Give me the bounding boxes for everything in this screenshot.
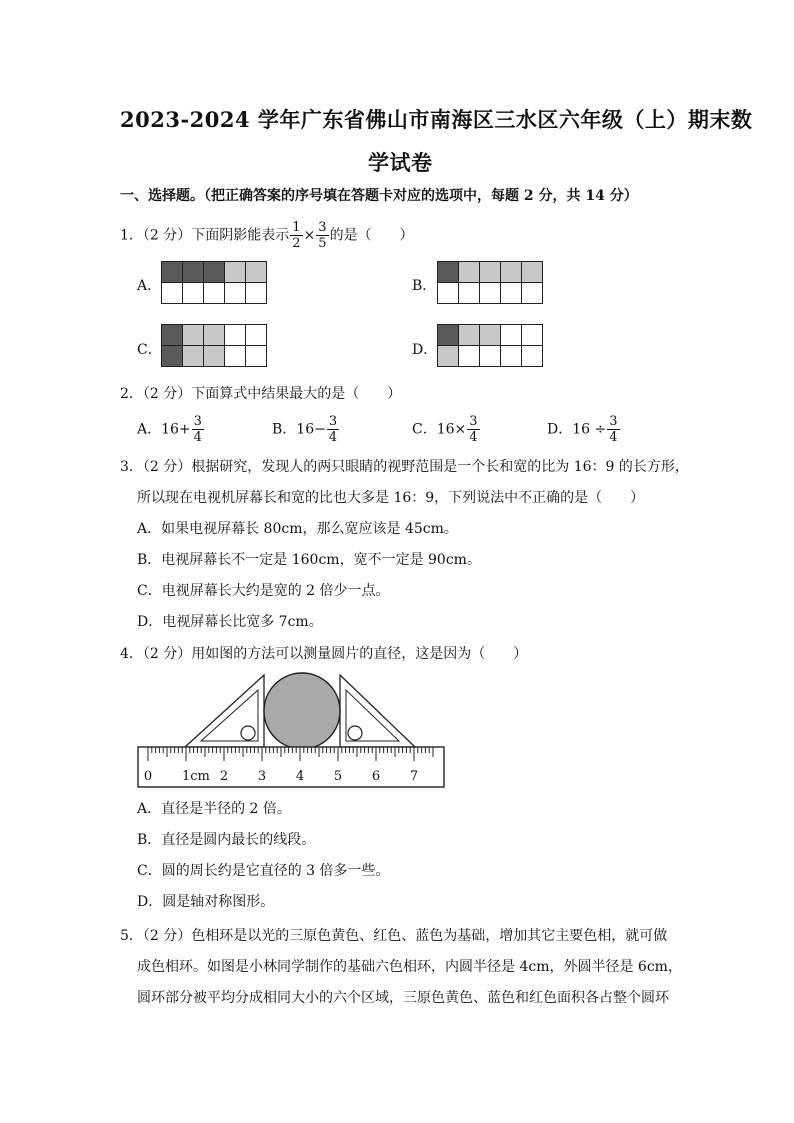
ruler-label: 1cm (182, 769, 210, 784)
q1-option-c-label[interactable]: C． (137, 342, 162, 358)
q4-option-c[interactable]: C．圆的周长约是它直径的 3 倍多一些。 (137, 863, 390, 879)
q1-option-d-label[interactable]: D． (412, 342, 438, 358)
fraction-three-fifths: $\frac{3}{5}$ (318, 220, 327, 251)
question-3-line2: 所以现在电视机屏幕长和宽的比也大多是 16：9，下列说法中不正确的是（ ） (137, 490, 645, 506)
q2-option-b[interactable]: B．16− $\frac{3}{4}$ (272, 414, 338, 445)
q2-option-a[interactable]: A．16+ $\frac{3}{4}$ (137, 414, 202, 445)
q1-option-a-grid[interactable] (161, 261, 267, 304)
q4-option-d[interactable]: D．圆是轴对称图形。 (137, 894, 275, 910)
question-2-stem: 2．（2 分）下面算式中结果最大的是（ ） (120, 386, 402, 402)
q1-option-d-grid[interactable] (437, 324, 543, 367)
fraction-one-half: $\frac{1}{2}$ (292, 220, 301, 251)
ruler-figure (137, 670, 449, 792)
q4-option-a[interactable]: A．直径是半径的 2 倍。 (137, 801, 291, 817)
ruler-label: 7 (409, 769, 419, 784)
q2-option-d[interactable]: D．16 ÷ $\frac{3}{4}$ (547, 414, 618, 445)
question-1-stem: 1．（2 分）下面阴影能表示 $\frac{1}{2}$ × $\frac{3}{5}$ 的是（ ） (120, 220, 414, 251)
page-title-line1: 2023-2024 学年广东省佛山市南海区三水区六年级（上）期末数 (120, 107, 753, 132)
ruler-label: 3 (257, 769, 267, 784)
ruler-label: 4 (295, 769, 305, 784)
circle-disc (264, 673, 340, 749)
question-4-stem: 4．（2 分）用如图的方法可以测量圆片的直径，这是因为（ ） (120, 646, 528, 662)
ruler-label: 0 (143, 769, 153, 784)
q1-option-b-label[interactable]: B． (412, 278, 437, 294)
ruler-label: 2 (219, 769, 229, 784)
q3-option-a[interactable]: A．如果电视屏幕长 80cm，那么宽应该是 45cm。 (137, 521, 458, 537)
page-title-line2: 学试卷 (368, 150, 433, 175)
question-5-line3: 圆环部分被平均分成相同大小的六个区域，三原色黄色、蓝色和红色面积各占整个圆环 (137, 990, 669, 1006)
question-5-line1: 5．（2 分）色相环是以光的三原色黄色、红色、蓝色为基础，增加其它主要色相，就可做 (120, 928, 668, 944)
q1-option-c-grid[interactable] (161, 324, 267, 367)
q3-option-c[interactable]: C．电视屏幕长大约是宽的 2 倍少一点。 (137, 583, 390, 599)
q4-option-b[interactable]: B．直径是圆内最长的线段。 (137, 832, 316, 848)
ruler-label: 6 (371, 769, 381, 784)
question-5-line2: 成色相环。如图是小林同学制作的基础六色相环，内圆半径是 4cm，外圆半径是 6cm， (137, 959, 682, 975)
q1-option-a-label[interactable]: A． (137, 278, 162, 294)
question-3-line1: 3．（2 分）根据研究，发现人的两只眼睛的视野范围是一个长和宽的比为 16：9 的长方形， (120, 459, 689, 475)
ruler-label: 5 (333, 769, 343, 784)
q3-option-d[interactable]: D．电视屏幕长比宽多 7cm。 (137, 614, 323, 630)
q1-option-b-grid[interactable] (437, 261, 543, 304)
section-header: 一、选择题。（把正确答案的序号填在答题卡对应的选项中，每题 2 分，共 14 分） (120, 188, 638, 204)
q3-option-b[interactable]: B．电视屏幕长不一定是 160cm，宽不一定是 90cm。 (137, 552, 481, 568)
q2-option-c[interactable]: C．16× $\frac{3}{4}$ (412, 414, 478, 445)
